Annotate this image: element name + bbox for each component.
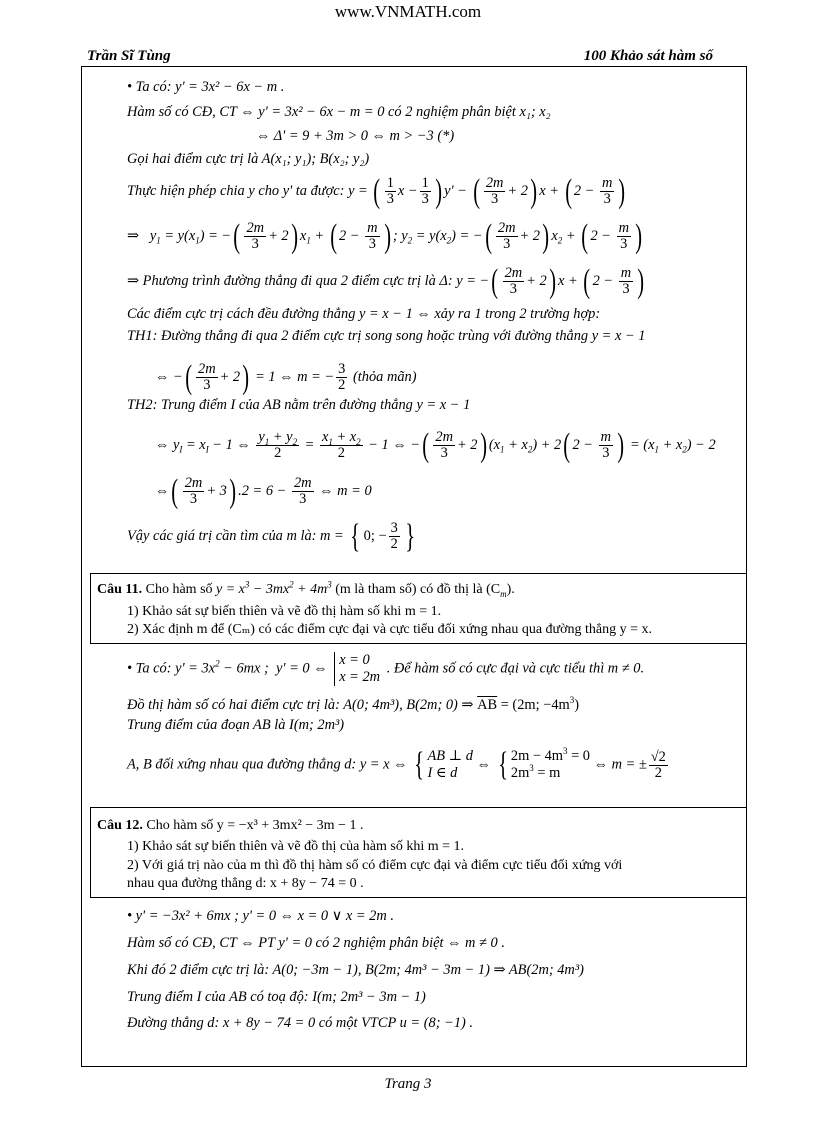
conclusion-text: Vậy các giá trị cần tìm của m là: [127,527,317,544]
q12-part-2: 2) Với giá trị nào của m thì đồ thị hàm số có điểm cực đại và điểm cực tiểu đối xứng với [127,858,623,873]
implies-arrow: ⇒ [127,227,140,244]
q11-part-2: 2) Xác định m để (Cₘ) có các điểm cực đại và cực tiểu đối xứng nhau qua đường thẳng y = x. [127,622,653,637]
sol-line-12: ⇔ $y_I = x_I - 1$ ⇔ $\frac{y_1 + y_2}{2}$ = $\frac{x_1 + x_2}{2}$ − 1 ⇔ −( $\frac{2m}{3}$ + 2) $(x_1 + x_2) + 2$( 2 − $\frac{m}{3}$ ) = $(x_1 + x_2) - 2$ [155,426,716,464]
sol-line-1: • Ta có: y' = 3x² − 6x − m . [127,79,285,95]
site-url: www.VNMATH.com [334,2,482,21]
sol-line-14: Vậy các giá trị cần tìm của m là: m = { 0; − $\frac{3}{2}$ } [127,517,415,555]
q12-statement [97,817,363,835]
header-title: 100 Khảo sát hàm số [583,48,713,64]
sol-line-7-text: ⇒ Phương trình đường thẳng đi qua 2 điểm cực trị là Δ: [127,272,453,289]
q11-statement: Câu 11. Cho hàm số $y = x^3 - 3mx^2 + 4m^3$ (m là tham số) có đồ thị là $(C_m)$. [97,579,515,599]
sol-line-6: ⇒ $y_1 = y(x_1)$ = −( $\frac{2m}{3}$ + 2) $x_1$ + ( 2 − $\frac{m}{3}$ ) ; $y_2 = y(x_2)$ = −( $\frac{2m}{3}$ + 2) $x_2$ + ( 2 − $\frac{m}{3}$ ) [127,217,643,255]
page-number: Trang 3 [384,1076,432,1092]
sol-line-11: TH2: Trung điểm I của AB nằm trên đường thẳng y = x − 1 [127,397,471,413]
q12-sol-4: Trung điểm I của AB có toạ độ: I(m; 2m³ − 3m − 1) [127,989,426,1005]
q12-part-3: nhau qua đường thẳng d: x + 8y − 74 = 0 . [127,876,364,891]
q11-sol-2: Đồ thị hàm số có hai điểm cực trị là: A(0; 4m³), B(2m; 0) ⇒ $\overline{AB} = (2m$; $-4m^3$) [127,695,579,713]
sol-line-10: ⇔ −( $\frac{2m}{3}$ + 2) = 1 ⇔ m = − $\frac{3}{2}$ (thỏa mãn) [155,358,417,396]
sol-line-8: Các điểm cực trị cách đều đường thẳng y = x − 1 ⇔ xảy ra 1 trong 2 trường hợp: [127,306,601,322]
sol-line-5-text: Thực hiện phép chia y cho y' ta được: [127,182,345,199]
q12-title: Câu 12. [97,818,143,833]
q11-sol-4: A, B đối xứng nhau qua đường thẳng d: y = x ⇔ { AB ⊥ d I ∈ d ⇔ { $2m - 4m^3 = 0$ $2m^3 = m$ ⇔ m = ± $\frac{√2}{2}$ [127,746,666,783]
q12-sol-3: Khi đó 2 điểm cực trị là: A(0; −3m − 1), B(2m; 4m³ − 3m − 1) ⇒ AB(2m; 4m³) [127,962,584,978]
q11-part-1: 1) Khảo sát sự biến thiên và vẽ đồ thị hàm số khi m = 1. [127,604,442,619]
q11-stmt-b: (m là tham số) có đồ thị là (C [335,582,501,597]
sol-line-3: ⇔ Δ' = 9 + 3m > 0 ⇔ m > −3 (*) [256,128,455,144]
q11-sol-2-text: Đồ thị hàm số có hai điểm cực trị là: A(0; 4m³), B(2m; 0) ⇒ [127,697,474,713]
sol-line-13: ⇔( $\frac{2m}{3}$ + 3) .2 = 6 − $\frac{2m}{3}$ ⇔ m = 0 [155,472,372,510]
sol-line-2: Hàm số có CĐ, CT ⇔ y' = 3x² − 6x − m = 0 có 2 nghiệm phân biệt x₁; x₂ [127,104,551,120]
q11-sol-1a: • Ta có: [127,660,172,677]
q11-stmt-a: Cho hàm số [145,582,213,597]
q12-sol-1: • y' = −3x² + 6mx ; y' = 0 ⇔ x = 0 ∨ x = 2m . [127,908,394,924]
q12-sol-2: Hàm số có CĐ, CT ⇔ PT y' = 0 có 2 nghiệm phân biệt ⇔ m ≠ 0 . [127,935,505,951]
sol-line-7: ⇒ Phương trình đường thẳng đi qua 2 điểm cực trị là Δ: y = −( $\frac{2m}{3}$ + 2) x + ( 2 − $\frac{m}{3}$ ) [127,262,645,300]
q12-stmt: Cho hàm số y = −x³ + 3mx² − 3m − 1 . [146,818,364,833]
q11-sol-4-text: A, B đối xứng nhau qua đường thẳng d: y = x ⇔ [127,756,408,773]
q11-sol-1: • Ta có: $y' = 3x^2 - 6mx$ ; y' = 0 ⇔ x = 0 x = 2m . Để hàm số có cực đại và cực tiểu thì m ≠ 0. [127,652,645,685]
header-author: Trần Sĩ Tùng [87,48,171,64]
sol-line-4: Gọi hai điểm cực trị là A(x₁; y₁); B(x₂; y₂) [127,151,370,167]
th1-note: (thỏa mãn) [352,368,417,385]
sol-line-5: Thực hiện phép chia y cho y' ta được: y = ( $\frac{1}{3}$ x − $\frac{1}{3}$ ) y' − ( $\frac{2m}{3}$ + 2) x + ( 2 − $\frac{m}{3}$ ) [127,172,626,210]
q12-part-1: 1) Khảo sát sự biến thiên và vẽ đồ thị của hàm số khi m = 1. [127,839,465,854]
q11-title: Câu 11. [97,582,143,597]
q11-sol-3: Trung điểm của đoạn AB là I(m; 2m³) [127,717,345,733]
q11-sol-1b: . Để hàm số có cực đại và cực tiểu thì m ≠ 0. [386,660,645,677]
sol-line-9: TH1: Đường thẳng đi qua 2 điểm cực trị song song hoặc trùng với đường thẳng y = x − 1 [127,328,646,344]
q12-sol-5: Đường thẳng d: x + 8y − 74 = 0 có một VTCP u = (8; −1) . [127,1015,474,1031]
